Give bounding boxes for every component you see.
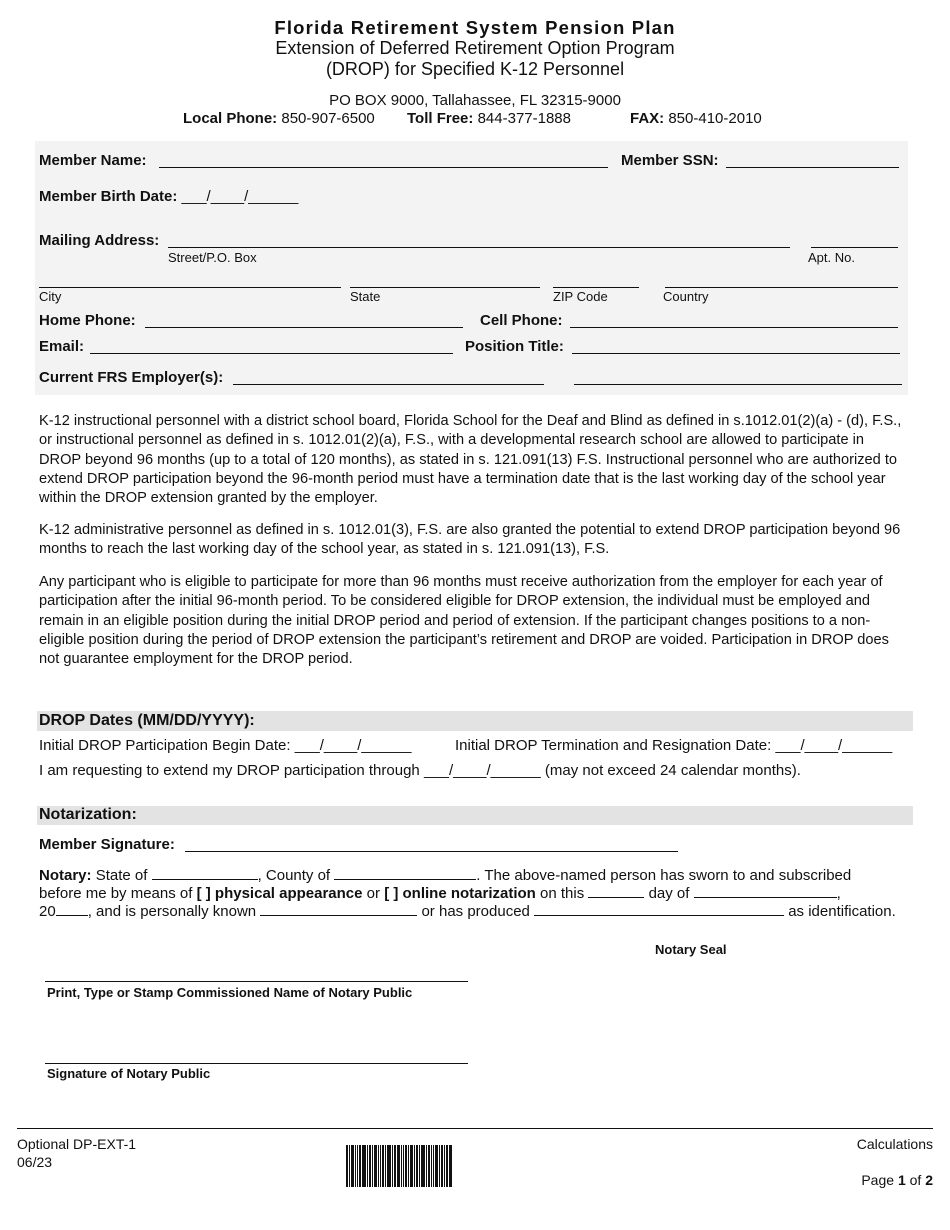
- member-ssn-label: Member SSN:: [621, 152, 719, 169]
- form-date: 06/23: [17, 1154, 53, 1170]
- notarization-heading: Notarization:: [39, 806, 137, 823]
- email-field[interactable]: [90, 353, 453, 354]
- notary-print-name-field[interactable]: [45, 981, 468, 982]
- cell-phone-field[interactable]: [570, 327, 898, 328]
- notary-state-field[interactable]: [152, 865, 258, 880]
- email-label: Email:: [39, 338, 85, 355]
- extension-request-row: I am requesting to extend my DROP participation through ___/____/______ (may not exceed 24 calendar months).: [39, 762, 801, 779]
- form-subtitle-line1: Extension of Deferred Retirement Option Program: [275, 38, 675, 58]
- physical-appearance-checkbox[interactable]: [ ] physical appearance: [196, 885, 363, 902]
- extension-date-field[interactable]: ___/____/______: [423, 762, 541, 779]
- birth-date-field[interactable]: ___/____/______: [181, 188, 299, 205]
- form-id: Optional DP-EXT-1: [17, 1136, 137, 1152]
- zip-caption: ZIP Code: [553, 289, 608, 304]
- employer-field-1[interactable]: [233, 384, 544, 385]
- begin-date-field[interactable]: ___/____/______: [294, 737, 412, 754]
- employer-label: Current FRS Employer(s):: [39, 369, 224, 386]
- notary-year-field[interactable]: [56, 901, 88, 916]
- termination-date-row: Initial DROP Termination and Resignation Date: ___/____/______: [455, 737, 893, 754]
- termination-date-field[interactable]: ___/____/______: [775, 737, 893, 754]
- notary-line-1: Notary: State of , County of . The above-named person has sworn to and subscribed: [39, 867, 852, 884]
- apt-field[interactable]: [811, 247, 898, 248]
- zip-field[interactable]: [553, 287, 639, 288]
- notarization-heading-bar: [37, 806, 913, 825]
- state-field[interactable]: [350, 287, 540, 288]
- instructional-personnel-paragraph: K-12 instructional personnel with a district school board, Florida School for the Deaf and Blind as defined in s.1012.01(2)(a) - (d), F.S., or instructional personnel as defined in s. 1012.01(2)(a), F.S., with a developmental research school are allowed to participate in DROP beyond 96 months (up to a total of 120 months), as stated in s. 121.091(13) F.S. Instructional personnel who are authorized to extend DROP participation beyond the 96-month period must have a termination date that is the last working day of the school year within the DROP extension granted by the employer.: [39, 413, 902, 507]
- form-title: Florida Retirement System Pension Plan: [274, 17, 676, 38]
- page-number: Page 1 of 2: [861, 1172, 933, 1188]
- notary-print-name-label: Print, Type or Stamp Commissioned Name of Notary Public: [47, 985, 413, 1000]
- begin-date-row: Initial DROP Participation Begin Date: ___/____/______: [39, 737, 412, 754]
- drop-dates-heading: DROP Dates (MM/DD/YYYY):: [39, 712, 255, 729]
- form-subtitle-line2: (DROP) for Specified K-12 Personnel: [325, 59, 625, 79]
- state-caption: State: [350, 289, 381, 304]
- position-title-label: Position Title:: [465, 338, 564, 355]
- mailing-address-label: Mailing Address:: [39, 232, 160, 249]
- personally-known-field[interactable]: [260, 901, 417, 916]
- calculations-label: Calculations: [856, 1136, 933, 1152]
- city-caption: City: [39, 289, 62, 304]
- administrative-personnel-paragraph: K-12 administrative personnel as defined in s. 1012.01(3), F.S. are also granted the potential to extend DROP participation beyond 96 months to reach the last working day of the school year, as stated in s. 121.091(13), F.S.: [39, 522, 901, 558]
- notary-signature-label: Signature of Notary Public: [47, 1066, 211, 1081]
- country-field[interactable]: [665, 287, 898, 288]
- footer-divider: [17, 1128, 933, 1129]
- fax-number: FAX: 850-410-2010: [630, 110, 762, 127]
- online-notarization-checkbox[interactable]: [ ] online notarization: [384, 885, 536, 902]
- identification-field[interactable]: [534, 901, 784, 916]
- street-caption: Street/P.O. Box: [168, 250, 257, 265]
- mailing-address-header: PO BOX 9000, Tallahassee, FL 32315-9000: [329, 92, 621, 109]
- notary-county-field[interactable]: [334, 865, 476, 880]
- notary-signature-field[interactable]: [45, 1063, 468, 1064]
- birth-date-row: Member Birth Date: ___/____/______: [39, 188, 299, 205]
- home-phone-field[interactable]: [145, 327, 463, 328]
- apt-caption: Apt. No.: [808, 250, 855, 265]
- local-phone: Local Phone: 850-907-6500: [183, 110, 375, 127]
- notary-line-3: 20 , and is personally known or has produced as identification.: [39, 903, 896, 920]
- country-caption: Country: [663, 289, 709, 304]
- city-field[interactable]: [39, 287, 341, 288]
- toll-free-phone: Toll Free: 844-377-1888: [407, 110, 571, 127]
- member-name-label: Member Name:: [39, 152, 147, 169]
- home-phone-label: Home Phone:: [39, 312, 136, 329]
- member-ssn-field[interactable]: [726, 167, 899, 168]
- eligibility-paragraph: Any participant who is eligible to participate for more than 96 months must receive authorization from the employer for each year of participation after the initial 96-month period. To be considered eligible for DROP extension, the individual must be employed and remain in an eligible position during the initial DROP period and period of extension. If the participant changes positions to a non-eligible position during the period of DROP extension the participant’s retirement and DROP are voided. Participation in DROP does not guarantee employment for the DROP period.: [39, 574, 889, 668]
- notary-line-2: before me by means of [ ] physical appearance or [ ] online notarization on this day of ,: [39, 885, 841, 902]
- cell-phone-label: Cell Phone:: [480, 312, 563, 329]
- notary-day-field[interactable]: [588, 883, 644, 898]
- member-signature-label: Member Signature:: [39, 836, 175, 853]
- barcode: [346, 1145, 453, 1187]
- member-name-field[interactable]: [159, 167, 608, 168]
- position-title-field[interactable]: [572, 353, 900, 354]
- member-signature-field[interactable]: [185, 851, 678, 852]
- street-field[interactable]: [168, 247, 790, 248]
- notary-month-field[interactable]: [694, 883, 837, 898]
- employer-field-2[interactable]: [574, 384, 902, 385]
- notary-seal-label: Notary Seal: [655, 942, 727, 957]
- member-info-section: [35, 141, 908, 395]
